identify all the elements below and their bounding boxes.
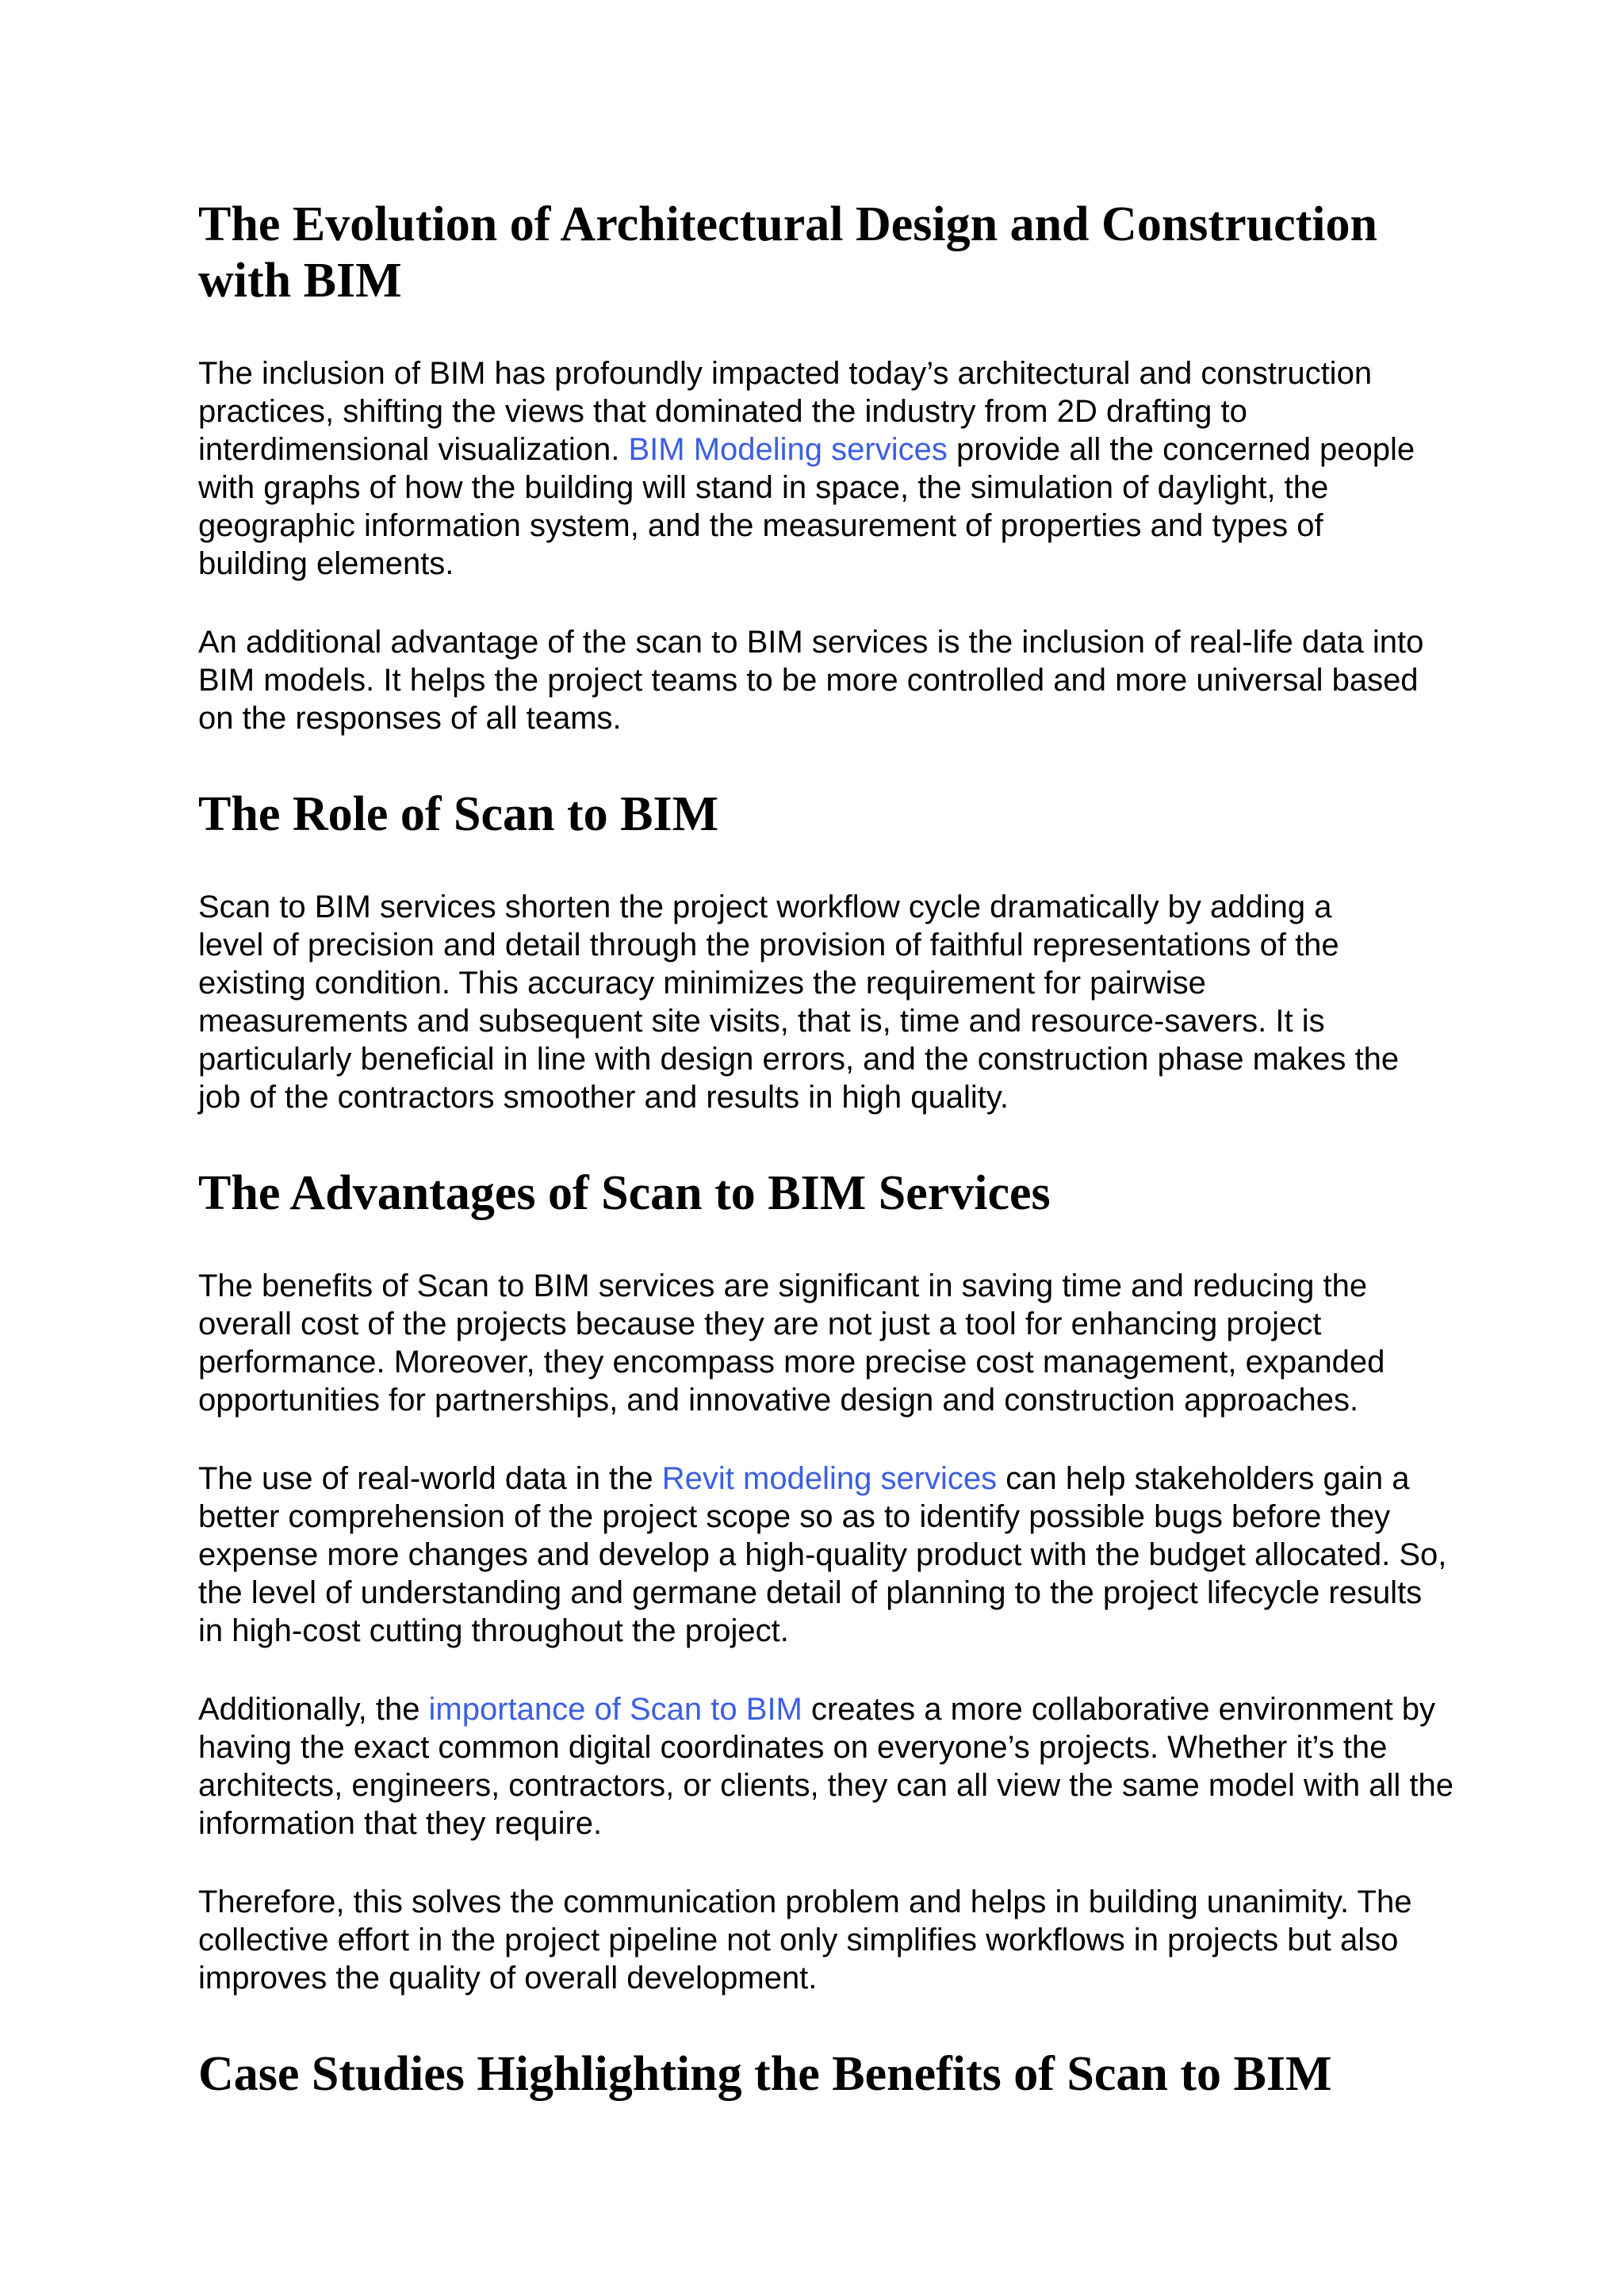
paragraph-text: Additionally, the	[198, 1692, 429, 1727]
importance-of-scan-to-bim-link[interactable]: importance of Scan to BIM	[428, 1692, 802, 1727]
revit-modeling-services-link[interactable]: Revit modeling services	[661, 1461, 998, 1496]
document-page	[198, 197, 1454, 2103]
paragraph-text: creates a more collaborative environment by having the exact common digital coordinates on everyone’s projects. Whether it’s the architects, engineers, contractors, or clients, they can all view the same model with all the information that they require.	[198, 1692, 1454, 1841]
section-heading-case-studies: Case Studies Highlighting the Benefits of Scan to BIM	[198, 2047, 1332, 2101]
paragraph-communication: Therefore, this solves the communication problem and helps in building unanimity. The collective effort in the project pipeline not only simplifies workflows in projects but also improves the quality of overall development.	[198, 1885, 1412, 1996]
paragraph-text: provide all the concerned people with graphs of how the building will stand in space, the simulation of daylight, the geographic information system, and the measurement of properties and types of building elements.	[198, 432, 1415, 581]
paragraph-collaboration	[198, 1690, 1475, 1843]
paragraph-role-of-scan: Scan to BIM services shorten the project workflow cycle dramatically by adding a level of precision and detail through the provision of faithful representations of the existing condition. This accuracy minimizes the requirement for pairwise measurements and subsequent site visits, that is, time and resource-savers. It is particularly beneficial in line with design errors, and the construction phase makes the job of the contractors smoother and results in high quality.	[198, 890, 1400, 1115]
paragraph-bim-impact	[198, 354, 1435, 583]
paragraph-text: The use of real-world data in the	[198, 1461, 662, 1496]
section-heading-advantages: The Advantages of Scan to BIM Services	[198, 1166, 1051, 1220]
paragraph-scan-advantage: An additional advantage of the scan to BIM services is the inclusion of real-life data into BIM models. It helps the project teams to be more controlled and more universal based on the responses of all teams.	[198, 625, 1424, 736]
bim-modeling-services-link[interactable]: BIM Modeling services	[628, 432, 948, 467]
section-heading-role: The Role of Scan to BIM	[198, 787, 719, 841]
paragraph-text: can help stakeholders gain a better comprehension of the project scope so as to identify possible bugs before they expense more changes and develop a high-quality product with the budget allocated. So, the level of understanding and germane detail of planning to the project lifecycle results in high-cost cutting throughout the project.	[198, 1461, 1447, 1648]
section-heading-evolution: The Evolution of Architectural Design and Construction with BIM	[198, 197, 1377, 308]
paragraph-text: The inclusion of BIM has profoundly impacted today’s architectural and construction practices, shifting the views that dominated the industry from 2D drafting to interdimensional visualization.	[198, 356, 1373, 467]
paragraph-benefits: The benefits of Scan to BIM services are significant in saving time and reducing the overall cost of the projects because they are not just a tool for enhancing project performance. Moreover, they encompass more precise cost management, expanded opportunities for partnerships, and innovative design and construction approaches.	[198, 1269, 1385, 1418]
paragraph-real-world-data	[198, 1460, 1451, 1650]
